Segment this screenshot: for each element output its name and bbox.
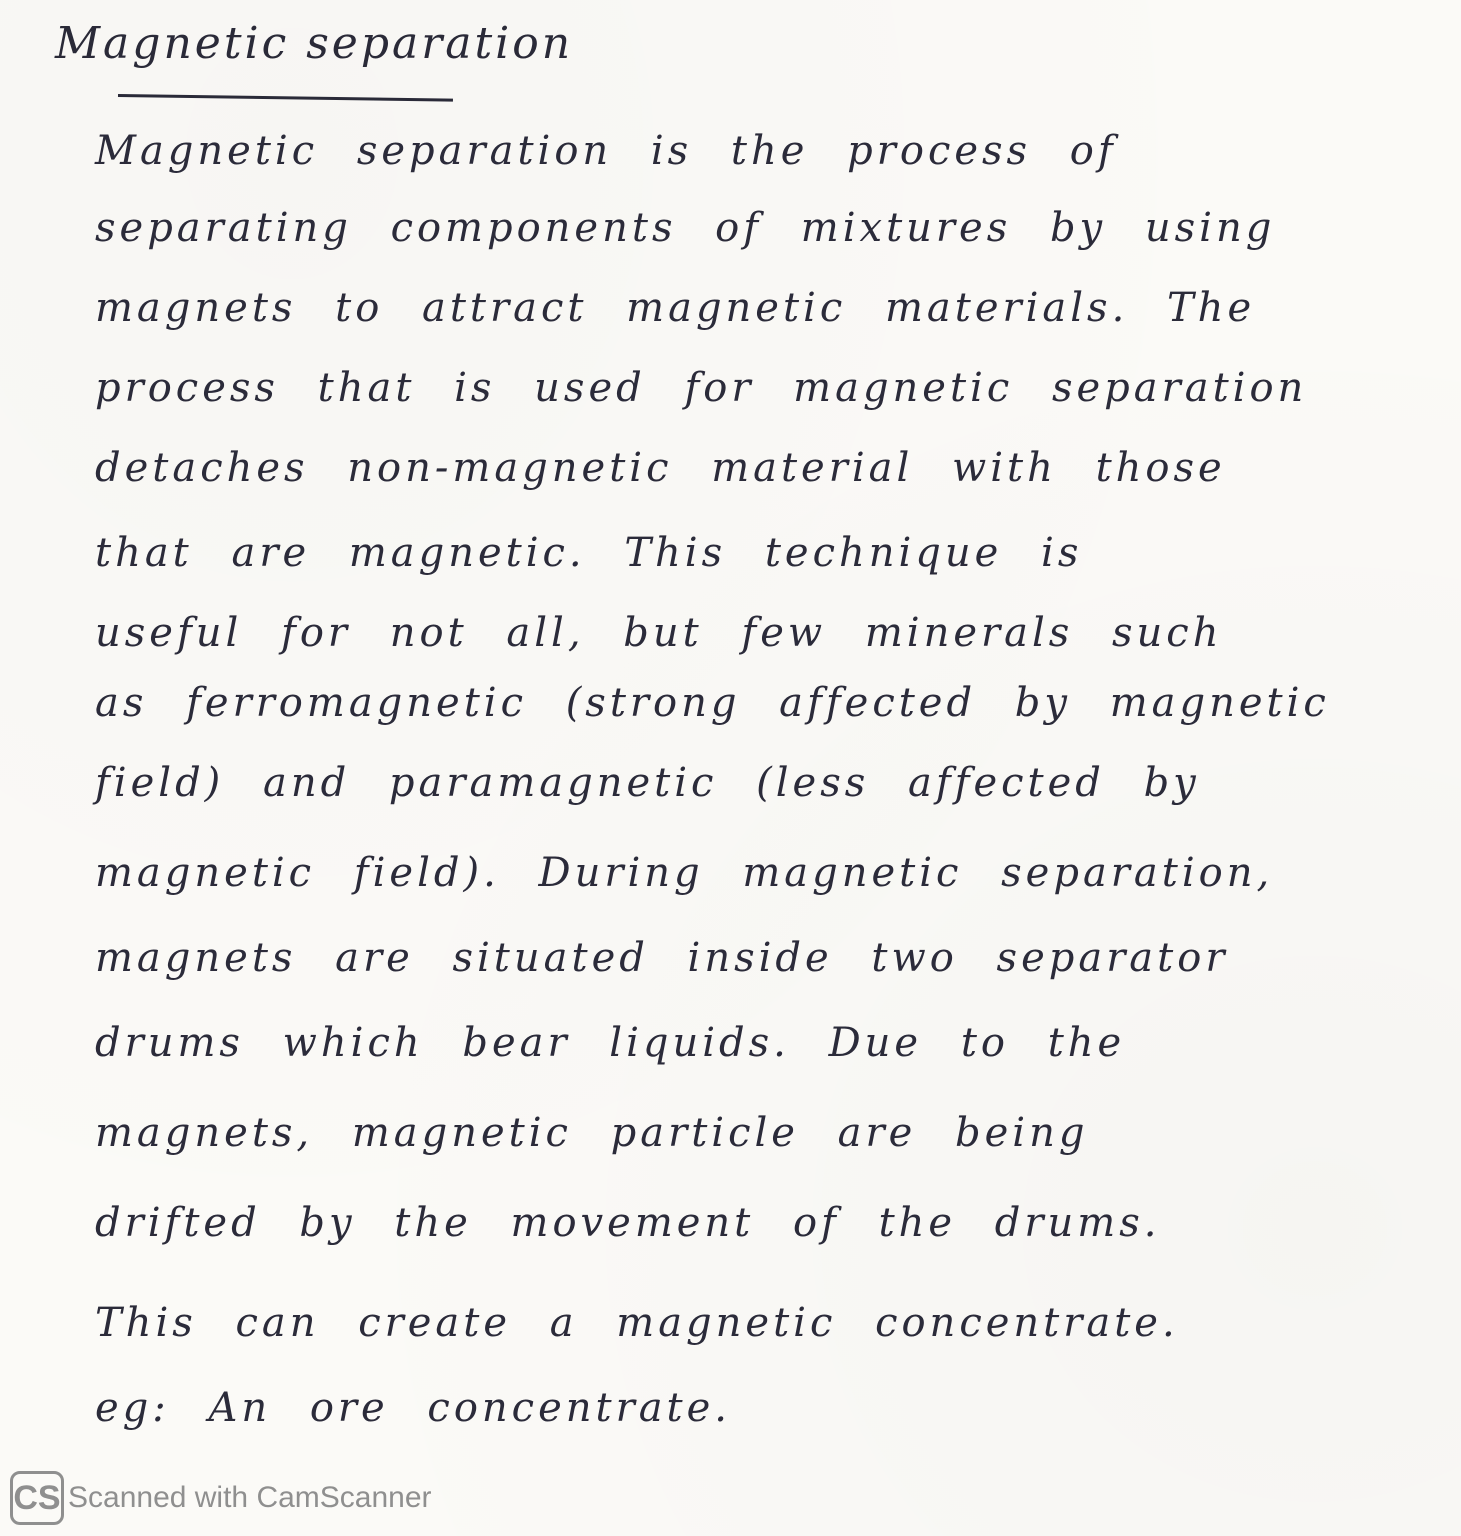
text-line: detaches non-magnetic material with those bbox=[95, 445, 1226, 491]
title-underline bbox=[118, 94, 453, 102]
text-line: useful for not all, but few minerals such bbox=[95, 610, 1223, 656]
text-line: This can create a magnetic concentrate. bbox=[95, 1300, 1179, 1346]
text-line: eg: An ore concentrate. bbox=[95, 1385, 732, 1431]
text-line: separating components of mixtures by using bbox=[95, 205, 1276, 251]
text-line: magnetic field). During magnetic separation, bbox=[95, 850, 1274, 896]
text-line: process that is used for magnetic separation bbox=[95, 365, 1308, 411]
page-title: Magnetic separation bbox=[55, 18, 574, 69]
scanner-watermark bbox=[10, 1468, 432, 1528]
text-line: drums which bear liquids. Due to the bbox=[95, 1020, 1126, 1066]
text-line: drifted by the movement of the drums. bbox=[95, 1200, 1161, 1246]
text-line: Magnetic separation is the process of bbox=[95, 128, 1117, 174]
camscanner-logo: CS bbox=[10, 1471, 64, 1525]
text-line: magnets, magnetic particle are being bbox=[95, 1110, 1089, 1156]
text-line: magnets are situated inside two separator bbox=[95, 935, 1229, 981]
text-line: magnets to attract magnetic materials. The bbox=[95, 285, 1256, 331]
text-line: field) and paramagnetic (less affected by bbox=[95, 760, 1200, 806]
watermark-text: Scanned with CamScanner bbox=[68, 1481, 432, 1514]
text-line: as ferromagnetic (strong affected by magnetic bbox=[95, 680, 1330, 726]
text-line: that are magnetic. This technique is bbox=[95, 530, 1083, 576]
